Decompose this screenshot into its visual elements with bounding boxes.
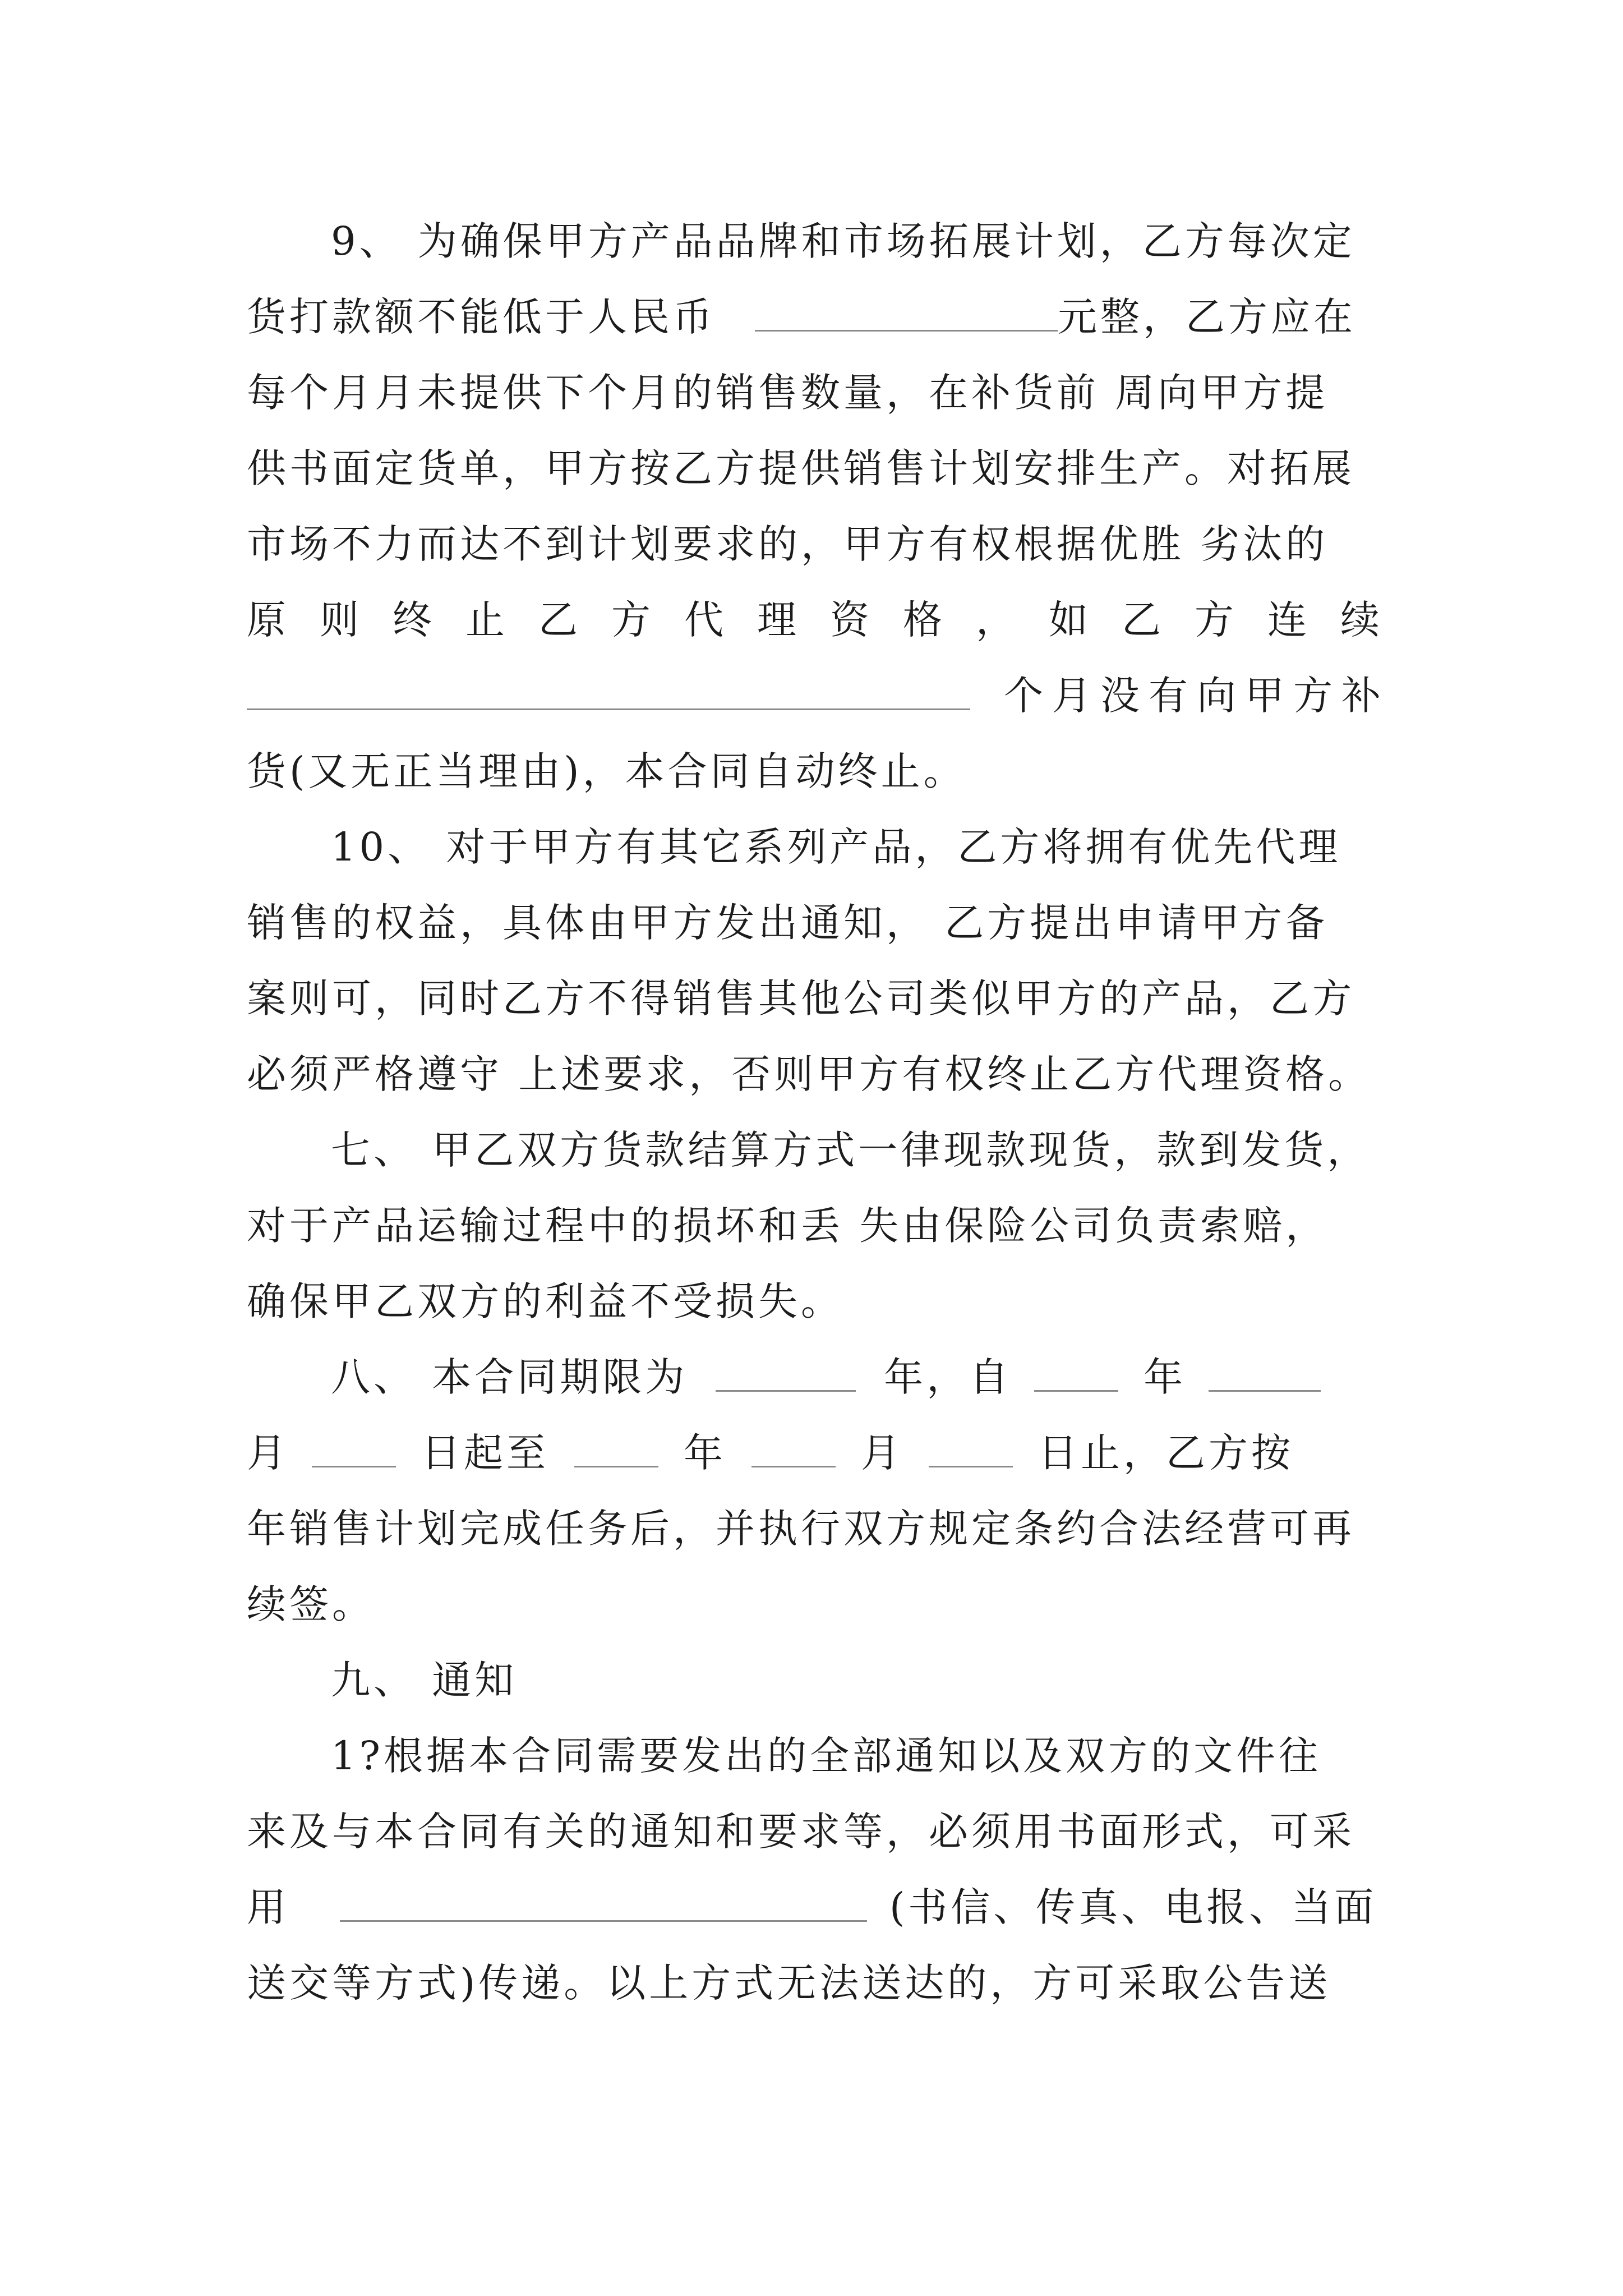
fill-blank-end-month[interactable] [751, 1422, 836, 1467]
text-segment: 每个月月未提供下个月的销售数量，在补货前 周向甲方提 [247, 370, 1329, 416]
text-segment: 用 [247, 1884, 289, 1930]
text-segment: 元整，乙方应在 [1058, 294, 1356, 340]
char: 代 [684, 597, 723, 643]
text-segment: 送交等方式)传递。以上方式无法送达的，方可采取公告送 [247, 1960, 1331, 2006]
text-line [331, 210, 1380, 272]
text-line [331, 1725, 1380, 1787]
text-line [247, 665, 1390, 726]
text-line [331, 1119, 1380, 1181]
text-segment: 必须严格遵守 上述要求，否则甲方有权终止乙方代理资格。 [247, 1051, 1371, 1097]
text-segment: 日起至 [421, 1430, 549, 1476]
text-segment: 个月没有向甲方补 [1004, 673, 1390, 719]
char: 续 [1340, 597, 1380, 643]
fill-blank-end-day[interactable] [929, 1422, 1013, 1467]
clause-10-start: 10、 对于甲方有其它系列产品，乙方将拥有优先代理 [331, 824, 1341, 870]
text-line [331, 816, 1380, 878]
text-line [247, 892, 1380, 954]
text-line [247, 286, 1380, 348]
text-segment: 货打款额不能低于人民币 [247, 294, 716, 340]
text-line [247, 1801, 1380, 1862]
text-segment: (书信、传真、电报、当面 [889, 1884, 1377, 1930]
text-segment: 年，自 [884, 1354, 1012, 1400]
text-line [247, 438, 1380, 499]
text-line [247, 1043, 1380, 1105]
char: 方 [611, 597, 651, 643]
text-segment: 供书面定货单，甲方按乙方提供销售计划安排生产。对拓展 [247, 445, 1355, 491]
char: 原 [247, 597, 286, 643]
text-segment: 年 [684, 1430, 726, 1476]
text-segment: 日止，乙方按 [1038, 1430, 1294, 1476]
char: 资 [830, 597, 869, 643]
text-line [247, 1952, 1380, 2014]
text-line [247, 1876, 1380, 1938]
clause-9-start: 9、 为确保甲方产品品牌和市场拓展计划，乙方每次定 [331, 218, 1355, 264]
text-segment: 年销售计划完成任务后，并执行双方规定条约合法经营可再 [247, 1506, 1355, 1552]
text-line [247, 1195, 1380, 1257]
char: 乙 [1122, 597, 1161, 643]
text-line [247, 1498, 1380, 1559]
text-line [247, 1422, 1380, 1484]
text-line [247, 513, 1380, 575]
text-line [247, 1271, 1380, 1332]
text-segment: 续签。 [247, 1581, 375, 1627]
char: 连 [1267, 597, 1307, 643]
char: 乙 [538, 597, 578, 643]
text-segment: 确保甲乙双方的利益不受损失。 [247, 1278, 843, 1324]
section-7-start: 七、 甲乙双方货款结算方式一律现款现货，款到发货， [331, 1127, 1370, 1173]
text-segment: 对于产品运输过程中的损坏和丢 失由保险公司负责索赔， [247, 1203, 1329, 1249]
fill-blank-start-month[interactable] [1209, 1346, 1321, 1392]
char: 理 [757, 597, 796, 643]
section-8-start: 八、 本合同期限为 [331, 1354, 688, 1400]
char: 如 [1049, 597, 1088, 643]
fill-blank-start-day[interactable] [312, 1422, 396, 1467]
text-line [247, 740, 1380, 802]
fill-blank-delivery-method[interactable] [340, 1876, 867, 1922]
text-segment: 年 [1144, 1354, 1187, 1400]
text-line [247, 362, 1380, 424]
text-segment: 市场不力而达不到计划要求的，甲方有权根据优胜 劣汰的 [247, 521, 1329, 567]
section-9-heading: 九、 通知 [331, 1657, 518, 1703]
char: 方 [1195, 597, 1234, 643]
text-segment: 月 [247, 1430, 289, 1476]
fill-blank-start-year[interactable] [1034, 1346, 1118, 1392]
char: 止 [465, 597, 505, 643]
text-segment: 来及与本合同有关的通知和要求等，必须用书面形式，可采 [247, 1809, 1355, 1855]
text-line [331, 1649, 1380, 1711]
text-segment: 货(又无正当理由)，本合同自动终止。 [247, 748, 966, 794]
text-line [331, 1346, 1380, 1408]
text-segment: 案则可，同时乙方不得销售其他公司类似甲方的产品，乙方 [247, 976, 1355, 1022]
char: 终 [393, 597, 432, 643]
text-line-justified [247, 589, 1380, 651]
text-line [247, 1573, 1380, 1635]
section-9-item-1-start: 1?根据本合同需要发出的全部通知以及双方的文件往 [331, 1733, 1322, 1779]
fill-blank-months[interactable] [247, 665, 970, 710]
char: 格 [903, 597, 942, 643]
char: ， [976, 597, 1015, 643]
text-segment: 月 [861, 1430, 903, 1476]
text-line [247, 968, 1380, 1029]
text-segment: 销售的权益，具体由甲方发出通知， 乙方提出申请甲方备 [247, 900, 1329, 946]
fill-blank-term-years[interactable] [716, 1346, 856, 1392]
char: 则 [320, 597, 359, 643]
fill-blank-amount[interactable] [755, 286, 1058, 332]
fill-blank-end-year[interactable] [574, 1422, 658, 1467]
